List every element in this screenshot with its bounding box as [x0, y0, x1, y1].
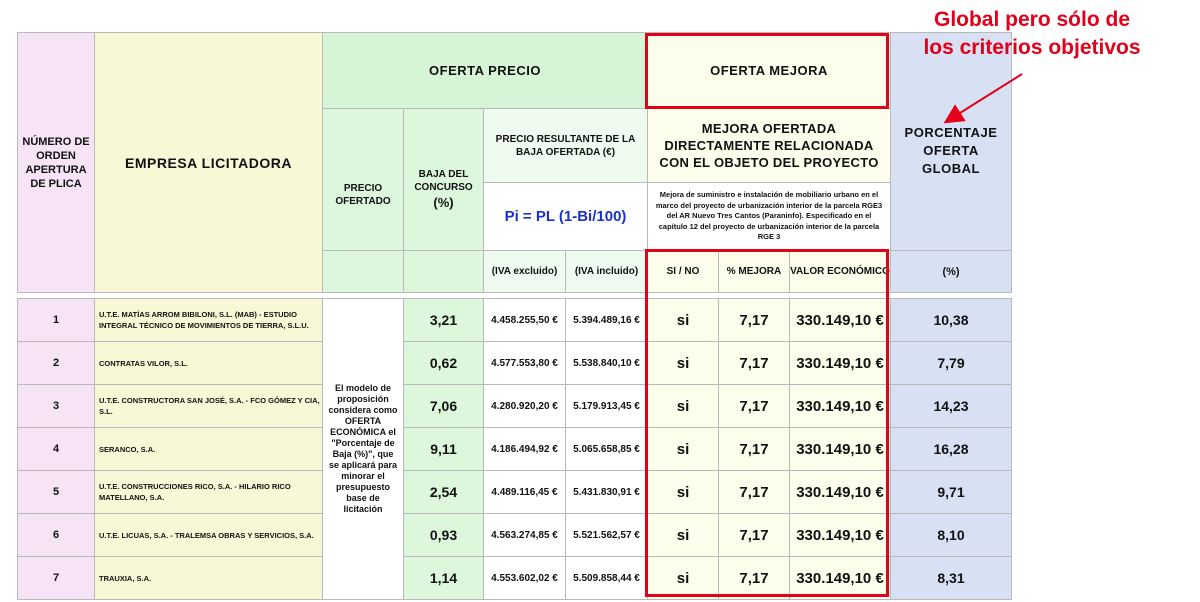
cell-global: 9,71 — [891, 471, 1012, 514]
header-si-no: SI / NO — [648, 251, 719, 293]
cell-global: 7,79 — [891, 342, 1012, 385]
cell-empresa: TRAUXIA, S.A. — [95, 557, 323, 600]
header-iva-incluido: (IVA incluido) — [566, 251, 648, 293]
cell-iva-excluido: 4.280.920,20 € — [484, 385, 566, 428]
cell-si-no: si — [648, 385, 719, 428]
cell-empresa: U.T.E. LICUAS, S.A. - TRALEMSA OBRAS Y SERVICIOS, S.A. — [95, 514, 323, 557]
cell-global: 8,10 — [891, 514, 1012, 557]
annotation-line-2: los criterios objetivos — [923, 36, 1141, 59]
cell-si-no: si — [648, 557, 719, 600]
cell-iva-excluido: 4.186.494,92 € — [484, 428, 566, 471]
cell-valor: 330.149,10 € — [790, 514, 891, 557]
cell-num: 4 — [18, 428, 95, 471]
cell-iva-excluido: 4.458.255,50 € — [484, 299, 566, 342]
cell-empresa: U.T.E. CONSTRUCCIONES RICO, S.A. - HILARIO RICO MATELLANO, S.A. — [95, 471, 323, 514]
cell-global: 10,38 — [891, 299, 1012, 342]
cell-pct-mejora: 7,17 — [719, 514, 790, 557]
header-mejora-desc: Mejora de suministro e instalación de mobiliario urbano en el marco del proyecto de urbanización interior de la parcela RGE3 del AR Nuevo Tres Cantos (Paraninfo). Especificado en el capítulo 12 del proyecto de urbanización interior de la parcela RGE 3 — [648, 183, 891, 251]
header-oferta-mejora: OFERTA MEJORA — [648, 33, 891, 109]
cell-si-no: si — [648, 471, 719, 514]
modelo-note: El modelo de proposición considera como OFERTA ECONÓMICA el "Porcentaje de Baja (%)", que se aplicará para minorar el presupuesto base de licitación — [323, 299, 404, 600]
cell-iva-incluido: 5.394.489,16 € — [566, 299, 648, 342]
header-pct-mejora: % MEJORA — [719, 251, 790, 293]
cell-num: 7 — [18, 557, 95, 600]
cell-si-no: si — [648, 514, 719, 557]
header-oferta-precio: OFERTA PRECIO — [323, 33, 648, 109]
cell-pct-mejora: 7,17 — [719, 385, 790, 428]
header-orden: NÚMERO DE ORDEN APERTURA DE PLICA — [18, 33, 95, 293]
cell-si-no: si — [648, 299, 719, 342]
cell-iva-incluido: 5.179.913,45 € — [566, 385, 648, 428]
cell-pct-mejora: 7,17 — [719, 428, 790, 471]
cell-valor: 330.149,10 € — [790, 385, 891, 428]
header-empresa: EMPRESA LICITADORA — [95, 33, 323, 293]
cell-si-no: si — [648, 342, 719, 385]
cell-baja: 0,93 — [404, 514, 484, 557]
header-baja-label: BAJA DEL CONCURSO — [414, 169, 473, 193]
cell-num: 2 — [18, 342, 95, 385]
cell-global: 16,28 — [891, 428, 1012, 471]
annotation-line-1: Global pero sólo de — [933, 8, 1131, 31]
cell-iva-excluido: 4.553.602,02 € — [484, 557, 566, 600]
cell-empresa: CONTRATAS VILOR, S.L. — [95, 342, 323, 385]
header-valor-economico: VALOR ECONÓMICO — [790, 251, 891, 293]
cell-global: 14,23 — [891, 385, 1012, 428]
cell-empresa: SERANCO, S.A. — [95, 428, 323, 471]
cell-iva-incluido: 5.521.562,57 € — [566, 514, 648, 557]
cell-num: 5 — [18, 471, 95, 514]
cell-iva-incluido: 5.509.858,44 € — [566, 557, 648, 600]
cell-empresa: U.T.E. MATÍAS ARROM BIBILONI, S.L. (MAB) - ESTUDIO INTEGRAL TÉCNICO DE MOVIMIENTOS DE TIERRA, S.L.U. — [95, 299, 323, 342]
header-pct-unit: (%) — [891, 251, 1012, 293]
cell-valor: 330.149,10 € — [790, 299, 891, 342]
header-mejora-title: MEJORA OFERTADA DIRECTAMENTE RELACIONADA CON EL OBJETO DEL PROYECTO — [648, 109, 891, 183]
cell-pct-mejora: 7,17 — [719, 342, 790, 385]
cell-baja: 0,62 — [404, 342, 484, 385]
cell-iva-incluido: 5.431.830,91 € — [566, 471, 648, 514]
cell-valor: 330.149,10 € — [790, 471, 891, 514]
cell-iva-incluido: 5.538.840,10 € — [566, 342, 648, 385]
header-porcentaje-global: PORCENTAJE OFERTA GLOBAL — [891, 33, 1012, 251]
cell-iva-excluido: 4.577.553,80 € — [484, 342, 566, 385]
cell-baja: 2,54 — [404, 471, 484, 514]
cell-valor: 330.149,10 € — [790, 428, 891, 471]
cell-num: 1 — [18, 299, 95, 342]
cell-global: 8,31 — [891, 557, 1012, 600]
cell-pct-mejora: 7,17 — [719, 471, 790, 514]
header-precio-resultante: PRECIO RESULTANTE DE LA BAJA OFERTADA (€) — [484, 109, 648, 183]
cell-pct-mejora: 7,17 — [719, 299, 790, 342]
cell-num: 6 — [18, 514, 95, 557]
header-precio-ofertado: PRECIO OFERTADO — [323, 109, 404, 251]
cell-baja: 1,14 — [404, 557, 484, 600]
header-iva-excluido: (IVA excluido) — [484, 251, 566, 293]
cell-iva-excluido: 4.563.274,85 € — [484, 514, 566, 557]
cell-empresa: U.T.E. CONSTRUCTORA SAN JOSÉ, S.A. - FCO GÓMEZ Y CIA, S.L. — [95, 385, 323, 428]
cell-baja: 9,11 — [404, 428, 484, 471]
cell-valor: 330.149,10 € — [790, 342, 891, 385]
cell-iva-excluido: 4.489.116,45 € — [484, 471, 566, 514]
header-baja-unit: (%) — [433, 195, 454, 210]
cell-baja: 7,06 — [404, 385, 484, 428]
cell-pct-mejora: 7,17 — [719, 557, 790, 600]
cell-valor: 330.149,10 € — [790, 557, 891, 600]
cell-num: 3 — [18, 385, 95, 428]
cell-baja: 3,21 — [404, 299, 484, 342]
cell-iva-incluido: 5.065.658,85 € — [566, 428, 648, 471]
formula: Pi = PL (1-Bi/100) — [484, 183, 648, 251]
cell-si-no: si — [648, 428, 719, 471]
